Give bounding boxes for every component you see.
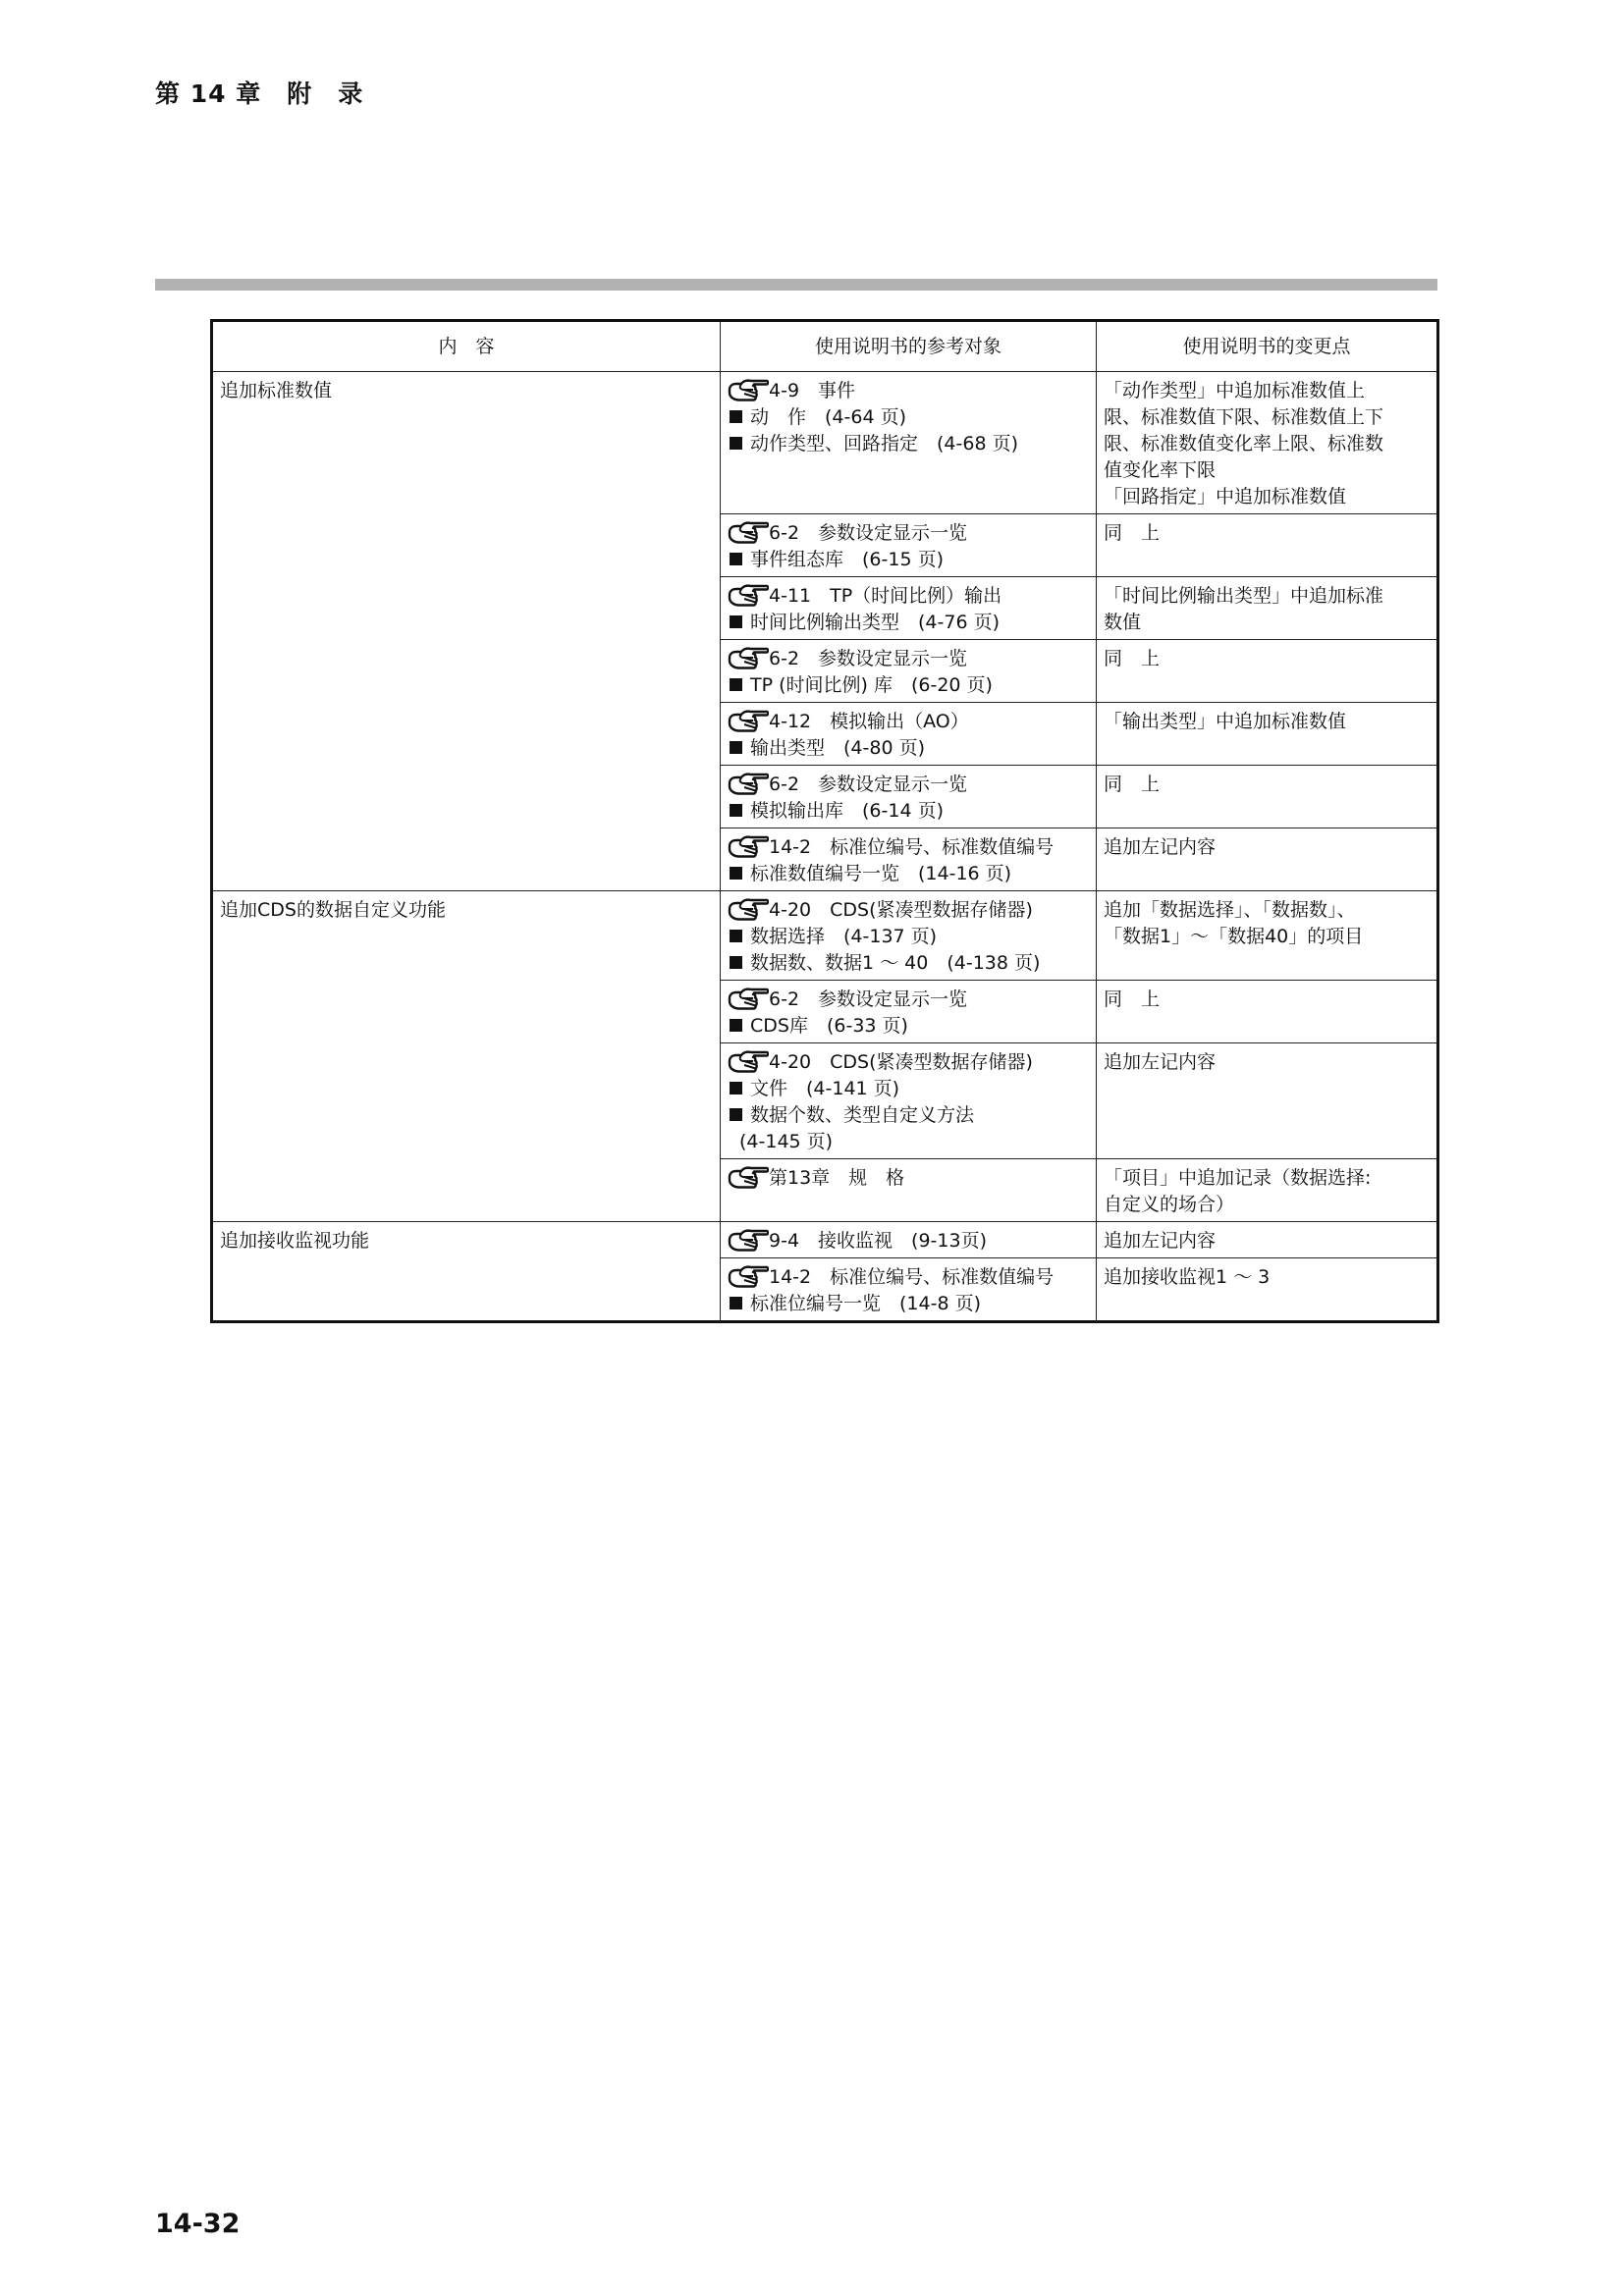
section-divider	[155, 279, 1437, 291]
reference-line	[728, 1165, 1090, 1192]
reference-cell	[721, 981, 1097, 1043]
reference-line	[728, 987, 1090, 1013]
reference-item-text: 事件组态库 (6-15 页)	[750, 549, 944, 570]
reference-line	[728, 1049, 1090, 1076]
reference-item	[728, 610, 1090, 636]
reference-item	[728, 672, 1090, 699]
reference-item-text: 标准位编号一览 (14-8 页)	[750, 1293, 981, 1314]
pointing-hand-icon	[728, 1050, 769, 1076]
square-bullet-icon	[730, 741, 742, 754]
reference-title: 6-2 参数设定显示一览	[769, 774, 968, 795]
reference-title: 14-2 标准位编号、标准数值编号	[769, 1266, 1055, 1288]
reference-cell	[721, 1222, 1097, 1258]
pointing-hand-icon	[728, 379, 769, 404]
pointing-hand-icon	[728, 1166, 769, 1192]
chapter-heading: 第 14 章 附 录	[155, 80, 364, 108]
reference-cell	[721, 1159, 1097, 1222]
reference-line	[728, 897, 1090, 924]
reference-line	[728, 583, 1090, 610]
reference-title: 4-20 CDS(紧凑型数据存储器)	[769, 1051, 1033, 1073]
change-point-cell: 同 上	[1097, 640, 1438, 703]
reference-item	[728, 404, 1090, 431]
reference-item-text: TP (时间比例) 库 (6-20 页)	[750, 674, 993, 696]
table-row	[212, 372, 1438, 514]
reference-cell	[721, 891, 1097, 981]
change-point-cell: 追加左记内容	[1097, 1043, 1438, 1159]
reference-item-text: 数据选择 (4-137 页)	[750, 926, 938, 947]
reference-title: 4-20 CDS(紧凑型数据存储器)	[769, 899, 1033, 921]
change-point-cell: 「输出类型」中追加标准数值	[1097, 703, 1438, 766]
reference-cell	[721, 766, 1097, 828]
reference-item-text: 标准数值编号一览 (14-16 页)	[750, 863, 1012, 884]
square-bullet-icon	[730, 615, 742, 628]
reference-line	[728, 646, 1090, 672]
reference-title: 14-2 标准位编号、标准数值编号	[769, 836, 1055, 858]
reference-item-text: 动作类型、回路指定 (4-68 页)	[750, 433, 1018, 454]
reference-line	[728, 834, 1090, 861]
reference-title: 9-4 接收监视 (9-13页)	[769, 1230, 987, 1252]
reference-item-text: 数据数、数据1 ～ 40 (4-138 页)	[750, 952, 1041, 974]
header-change-point: 使用说明书的变更点	[1097, 321, 1438, 372]
reference-item-text: 动 作 (4-64 页)	[750, 406, 906, 428]
change-point-cell: 追加左记内容	[1097, 828, 1438, 891]
square-bullet-icon	[730, 1019, 742, 1032]
change-point-cell: 同 上	[1097, 981, 1438, 1043]
reference-line	[728, 520, 1090, 547]
pointing-hand-icon	[728, 521, 769, 547]
pointing-hand-icon	[728, 898, 769, 924]
reference-item-text: CDS库 (6-33 页)	[750, 1015, 908, 1037]
reference-cell	[721, 640, 1097, 703]
reference-item-text: 数据个数、类型自定义方法	[750, 1104, 975, 1126]
change-point-cell: 「项目」中追加记录（数据选择: 自定义的场合）	[1097, 1159, 1438, 1222]
reference-item	[728, 950, 1090, 977]
reference-title: 6-2 参数设定显示一览	[769, 522, 968, 544]
pointing-hand-icon	[728, 647, 769, 672]
reference-title: 4-9 事件	[769, 380, 856, 401]
table-row	[212, 891, 1438, 981]
pointing-hand-icon	[728, 710, 769, 735]
reference-title: 6-2 参数设定显示一览	[769, 988, 968, 1010]
reference-item	[728, 1013, 1090, 1040]
content-cell: 追加CDS的数据自定义功能	[212, 891, 721, 1222]
reference-line	[728, 772, 1090, 798]
reference-cell	[721, 1043, 1097, 1159]
square-bullet-icon	[730, 1082, 742, 1095]
square-bullet-icon	[730, 553, 742, 565]
reference-cell	[721, 703, 1097, 766]
reference-line	[728, 1264, 1090, 1291]
reference-title: 第13章 规 格	[769, 1167, 905, 1189]
square-bullet-icon	[730, 410, 742, 423]
reference-cell	[721, 577, 1097, 640]
content-cell: 追加接收监视功能	[212, 1222, 721, 1322]
square-bullet-icon	[730, 956, 742, 969]
header-content: 内 容	[212, 321, 721, 372]
table-row	[212, 1222, 1438, 1258]
square-bullet-icon	[730, 1297, 742, 1309]
change-point-cell: 「动作类型」中追加标准数值上 限、标准数值下限、标准数值上下 限、标准数值变化率上限、标准数 值变化率下限 「回路指定」中追加标准数值	[1097, 372, 1438, 514]
reference-item	[728, 1102, 1090, 1129]
reference-cell	[721, 1258, 1097, 1322]
reference-item-continuation: (4-145 页)	[739, 1131, 834, 1152]
change-point-cell: 追加「数据选择」、「数据数」、 「数据1」～「数据40」的项目	[1097, 891, 1438, 981]
reference-item-text: 文件 (4-141 页)	[750, 1078, 900, 1099]
pointing-hand-icon	[728, 1229, 769, 1255]
pointing-hand-icon	[728, 773, 769, 798]
reference-item	[728, 861, 1090, 887]
reference-item-text: 时间比例输出类型 (4-76 页)	[750, 612, 1000, 633]
table-body	[212, 372, 1438, 1322]
pointing-hand-icon	[728, 1265, 769, 1291]
reference-title: 6-2 参数设定显示一览	[769, 648, 968, 669]
table-header-row	[212, 321, 1438, 372]
pointing-hand-icon	[728, 988, 769, 1013]
page-number: 14-32	[155, 2209, 241, 2239]
reference-cell	[721, 514, 1097, 577]
square-bullet-icon	[730, 867, 742, 880]
changes-table	[210, 319, 1439, 1323]
reference-line	[728, 709, 1090, 735]
reference-title: 4-12 模拟输出（AO）	[769, 711, 969, 732]
reference-item	[728, 1291, 1090, 1317]
reference-cell	[721, 828, 1097, 891]
change-point-cell: 追加左记内容	[1097, 1222, 1438, 1258]
reference-item	[728, 1076, 1090, 1102]
square-bullet-icon	[730, 1108, 742, 1121]
change-point-cell: 「时间比例输出类型」中追加标准 数值	[1097, 577, 1438, 640]
pointing-hand-icon	[728, 835, 769, 861]
reference-item	[728, 547, 1090, 573]
reference-line	[728, 1228, 1090, 1255]
reference-line	[728, 378, 1090, 404]
pointing-hand-icon	[728, 584, 769, 610]
reference-item	[728, 431, 1090, 457]
header-reference: 使用说明书的参考对象	[721, 321, 1097, 372]
reference-item	[728, 735, 1090, 762]
square-bullet-icon	[730, 804, 742, 817]
reference-item	[728, 798, 1090, 825]
reference-item	[728, 924, 1090, 950]
reference-item-text: 模拟输出库 (6-14 页)	[750, 800, 944, 822]
reference-cell	[721, 372, 1097, 514]
content-cell: 追加标准数值	[212, 372, 721, 891]
change-point-cell: 同 上	[1097, 766, 1438, 828]
square-bullet-icon	[730, 678, 742, 691]
square-bullet-icon	[730, 437, 742, 450]
change-point-cell: 追加接收监视1 ～ 3	[1097, 1258, 1438, 1322]
reference-title: 4-11 TP（时间比例）输出	[769, 585, 1002, 607]
square-bullet-icon	[730, 930, 742, 942]
change-point-cell: 同 上	[1097, 514, 1438, 577]
reference-item-text: 输出类型 (4-80 页)	[750, 737, 925, 759]
